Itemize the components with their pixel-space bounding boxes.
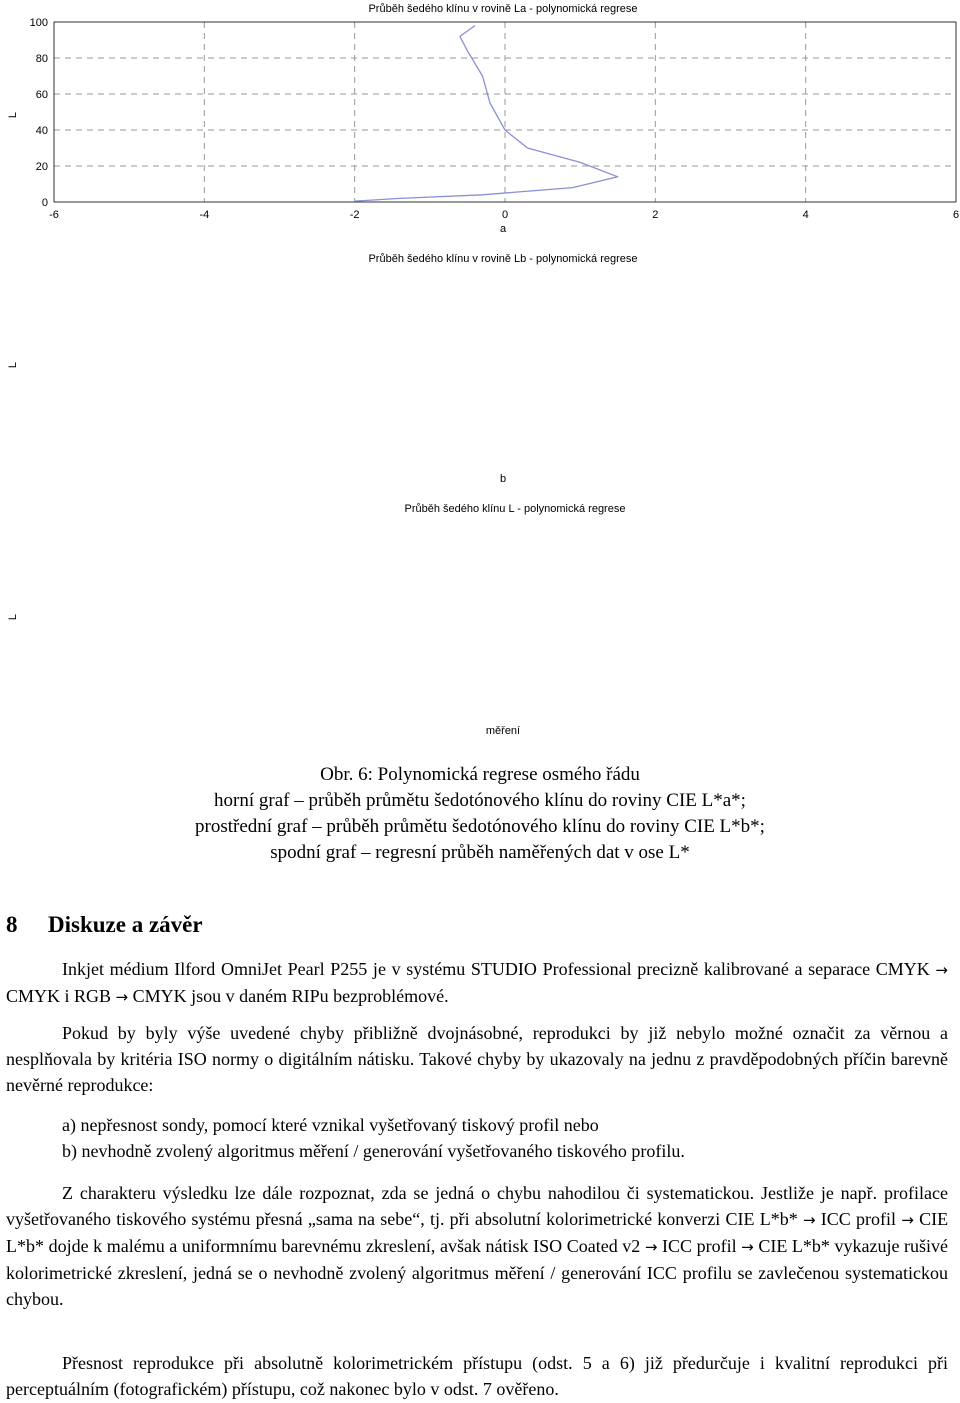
chart-title: Průběh šedého klínu v rovině Lb - polynomická regrese	[368, 253, 638, 265]
p1-text-b: CMYK i RGB	[6, 986, 112, 1006]
p3-text-e: CIE L*b* vykazuje rušivé kolorimetrické zkreslení, jedná se o nevhodně zvolený algoritmus měření / generování ICC profilu se zavlečenou systematickou chybou.	[6, 1236, 949, 1309]
y-tick-label: 100	[29, 17, 48, 29]
arrow-right-icon: →	[935, 961, 948, 979]
y-axis-label: L	[7, 361, 19, 369]
x-axis-label: b	[499, 473, 507, 485]
y-axis-label: L	[7, 111, 19, 119]
chart-title: Průběh šedého klínu v rovině La - polynomická regrese	[368, 3, 638, 15]
chart-l-svg	[0, 500, 960, 745]
section-heading	[6, 912, 203, 938]
caption-line: spodní graf – regresní průběh naměřených dat v ose L*	[270, 842, 690, 863]
caption-line: Obr. 6: Polynomická regrese osmého řádu	[320, 764, 640, 785]
y-tick-label: 80	[35, 53, 48, 65]
x-tick-label: -6	[49, 209, 59, 221]
y-tick-label: 20	[35, 161, 48, 173]
chart-l	[0, 500, 960, 745]
x-tick-label: 6	[952, 209, 960, 221]
y-tick-label: 60	[35, 89, 48, 101]
paragraph-1	[6, 956, 948, 1010]
chart-la-svg	[0, 0, 960, 240]
paragraph-2	[6, 1020, 948, 1098]
arrow-right-icon: →	[644, 1238, 658, 1256]
chart-lb-svg	[0, 250, 960, 490]
paragraph-4	[6, 1350, 948, 1402]
chart-lb	[0, 250, 960, 490]
series-line-La	[355, 26, 618, 202]
list-item: a) nepřesnost sondy, pomocí které vznikal vyšetřovaný tiskový profil nebo	[62, 1115, 599, 1135]
caption-line: horní graf – průběh průmětu šedotónového klínu do roviny CIE L*a*;	[214, 790, 746, 811]
y-tick-label: 0	[41, 197, 48, 209]
figure-caption	[0, 762, 960, 866]
arrow-right-icon: →	[901, 1211, 914, 1229]
y-axis-label: L	[7, 613, 19, 621]
x-axis-label: a	[499, 223, 507, 235]
p3-text-a: Z charakteru výsledku lze dále rozpoznat, zda se jedná o chybu nahodilou či systematickou. Jestliže je např. profilace vyšetřovaného tiskového systému přesná „sama na sebe“, tj. při absolutní kolorimetrické konverzi CIE L*b*	[6, 1183, 948, 1229]
chart-title: Průběh šedého klínu L - polynomická regrese	[404, 503, 626, 515]
x-axis-label: měření	[485, 725, 521, 737]
p1-text-a: Inkjet médium Ilford OmniJet Pearl P255 je v systému STUDIO Professional precizně kalibrované a separace CMYK	[62, 959, 930, 979]
list-item: b) nevhodně zvolený algoritmus měření / generování vyšetřovaného tiskového profilu.	[62, 1141, 685, 1161]
cause-list	[62, 1112, 685, 1164]
x-tick-label: 2	[652, 209, 659, 221]
p3-text-c: CIE L*b* dojde k malému a uniformnímu barevnému zkreslení, avšak nátisk ISO Coated v2	[6, 1209, 949, 1256]
chart-la	[0, 0, 960, 240]
p2-text: Pokud by byly výše uvedené chyby přibližně dvojnásobné, reprodukci by již nebylo možné označit za věrnou a nesplňovala by kritéria ISO normy o digitálním nátisku. Takové chyby by ukazovaly na jednu z pravděpodobných příčin barevně nevěrné reprodukce:	[6, 1023, 948, 1095]
p3-text-d: ICC profil	[662, 1236, 737, 1256]
arrow-right-icon: →	[741, 1238, 754, 1256]
p4-text: Přesnost reprodukce při absolutně kolorimetrickém přístupu (odst. 5 a 6) již předurčuje i kvalitní reprodukci při perceptuálním (fotografickém) přístupu, což nakonec bylo v odst. 7 ověřeno.	[6, 1353, 948, 1399]
section-title: Diskuze a závěr	[48, 912, 203, 937]
section-number: 8	[6, 912, 18, 937]
p1-text-c: CMYK jsou v daném RIPu bezproblémové.	[132, 986, 449, 1006]
arrow-right-icon: →	[115, 988, 129, 1006]
x-tick-label: -4	[199, 209, 210, 221]
x-tick-label: 4	[802, 209, 809, 221]
paragraph-3	[6, 1180, 948, 1312]
y-tick-label: 40	[35, 125, 48, 137]
arrow-right-icon: →	[802, 1211, 816, 1229]
caption-line: prostřední graf – průběh průmětu šedotónového klínu do roviny CIE L*b*;	[195, 816, 765, 837]
x-tick-label: 0	[501, 209, 509, 221]
p3-text-b: ICC profil	[820, 1209, 897, 1229]
x-tick-label: -2	[349, 209, 360, 221]
